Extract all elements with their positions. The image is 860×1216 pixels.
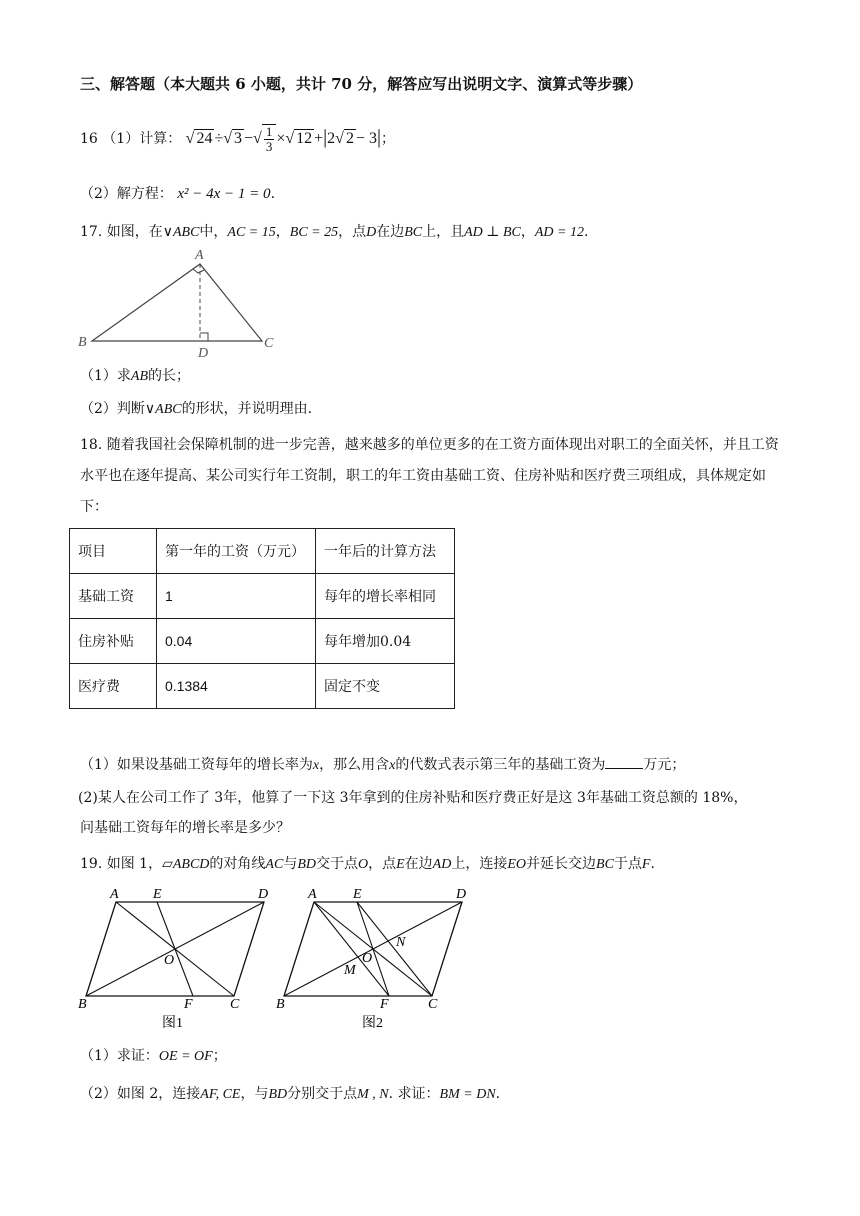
sqrt24: 24 (196, 130, 213, 147)
q19-e: ，点 (368, 856, 397, 872)
sqrt3: 3 (234, 130, 242, 147)
side-bc: BC (404, 225, 423, 240)
table-cell: 住房补贴 (70, 619, 157, 664)
q19-f: 在边 (404, 856, 433, 872)
perpendicular: AD ⊥ BC (464, 225, 521, 240)
end: . (650, 856, 655, 872)
abs-sqrt2: 2 (345, 130, 354, 147)
q17-intro (80, 222, 588, 243)
q17-triangle-figure (74, 246, 284, 360)
points-mn: M , N (357, 1087, 389, 1102)
q17-part2-a: （2）判断∨ (80, 401, 156, 417)
q19-h: 并延长交边 (526, 856, 597, 872)
q16-end: ； (381, 131, 395, 147)
q16-number: 16 (80, 131, 98, 147)
sep: ， (275, 224, 290, 240)
times-sign: × (276, 130, 286, 147)
q17-text-c: ，点 (338, 224, 367, 240)
af-ce: AF, CE (200, 1087, 241, 1102)
label-b: B (276, 997, 285, 1012)
label-b: B (78, 997, 87, 1012)
q17-part1-b: 的长； (148, 368, 191, 384)
point-d: D (366, 225, 377, 240)
q17-part1 (80, 366, 190, 387)
q18-part1-d: 万元； (643, 757, 686, 773)
q18-part2-line2: 问基础工资每年的增长率是多少？ (80, 820, 290, 836)
q19-i: 于点 (613, 856, 642, 872)
segment-ef (157, 902, 193, 996)
q19-figure-1 (74, 882, 274, 1032)
oe-eq-of: OE = OF (158, 1049, 213, 1064)
table-row (70, 664, 455, 709)
ad: AD (432, 857, 452, 872)
q17-part2-b: 的形状，并说明理由. (181, 401, 313, 417)
label-n: N (396, 935, 406, 950)
q19-figure-2 (276, 882, 476, 1032)
bc: BC (596, 857, 614, 872)
label-a: A (308, 887, 317, 902)
label-m: M (344, 963, 356, 978)
ad-value: AD = 12 (534, 225, 584, 240)
minus-sign: − (244, 130, 254, 147)
label-o: O (362, 951, 373, 966)
label-e: E (153, 887, 162, 902)
point-e: E (396, 857, 405, 872)
table-cell: 每年的增长率相同 (316, 574, 455, 619)
q18-part1-a: （1）如果设基础工资每年的增长率为 (80, 757, 313, 773)
fraction-denominator: 3 (265, 139, 273, 155)
table-header-cell: 第一年的工资（万元） (157, 529, 316, 574)
bd: BD (297, 857, 316, 872)
answer-blank (605, 754, 643, 769)
abs-minus3: − 3 (355, 130, 377, 147)
q18-part2-line1: (2)某人在公司工作了 3年，他算了一下这 3年拿到的住房补贴和医疗费正好是这 3年基础工资总额的 18%， (78, 790, 748, 806)
fig1-caption: 图1 (162, 1016, 183, 1031)
label-e: E (353, 887, 362, 902)
q19-a: 19. 如图 1， (80, 856, 163, 872)
q17-text-a: 17. 如图，在∨ (80, 224, 173, 240)
point-f: F (641, 857, 651, 872)
abs-coef: 2 (327, 130, 336, 147)
q18-paragraph: 18. 随着我国社会保障机制的进一步完善，越来越多的单位更多的在工资方面体现出对职工的全面关怀，并且工资水平也在逐年提高、某公司实行年工资制，职工的年工资由基础工资、住房补贴和医疗费三项组成，具体规定如下： (80, 437, 779, 515)
q19-b: 的对角线 (209, 856, 266, 872)
q19-g: 上，连接 (451, 856, 508, 872)
right-angle-d (200, 333, 208, 341)
label-d: D (258, 887, 269, 902)
q16-part1-label: （1）计算： (102, 131, 182, 147)
table-header-cell: 项目 (70, 529, 157, 574)
table-row (70, 619, 455, 664)
var-x: x (389, 758, 396, 773)
q19-part1-a: （1）求证： (80, 1048, 159, 1064)
ac: AC (265, 857, 284, 872)
label-a: A (110, 887, 119, 902)
label-d: D (456, 887, 467, 902)
label-o: O (164, 953, 175, 968)
label-b: B (78, 335, 87, 350)
side-ab: AB (130, 369, 149, 384)
fraction-numerator: 1 (265, 124, 273, 140)
q18-part1-b: ，那么用含 (319, 757, 390, 773)
right-angle-a (193, 269, 204, 273)
q19-part2-a: （2）如图 2，连接 (80, 1086, 201, 1102)
table-cell: 固定不变 (316, 664, 455, 709)
parallelogram-symbol: ▱ (162, 856, 173, 872)
segment-af (314, 902, 389, 996)
q16-part2-label: （2）解方程： (80, 186, 173, 202)
label-d: D (198, 346, 209, 360)
segment-ce (357, 902, 432, 996)
triangle-abc-2: ABC (155, 402, 182, 417)
var-x: x (312, 758, 320, 773)
q16-part2-end: . (270, 186, 276, 202)
abcd: ABCD (172, 857, 210, 872)
end: . (583, 224, 589, 240)
table-cell: 医疗费 (70, 664, 157, 709)
sep: ， (520, 224, 535, 240)
bd: BD (268, 1087, 288, 1102)
q19-part2-d: . 求证： (388, 1086, 440, 1102)
label-f: F (380, 997, 389, 1012)
q16-expression: √ 24 ÷√ 3 −√ $\frac{1}{3}$ ×√ 12 +|2√ 2 − 3| (185, 124, 381, 155)
label-c: C (230, 997, 240, 1012)
q19-part1 (80, 1046, 227, 1067)
q16-equation: x² − 4x − 1 = 0 (177, 186, 271, 202)
table-cell: 1 (157, 574, 316, 619)
table-row (70, 574, 455, 619)
label-f: F (184, 997, 193, 1012)
q17-text-d: 在边 (376, 224, 405, 240)
sqrt12: 12 (296, 130, 313, 147)
label-c: C (428, 997, 438, 1012)
q19-part1-b: ； (212, 1048, 227, 1064)
q17-part1-a: （1）求 (80, 368, 131, 384)
q18-part1 (80, 754, 685, 776)
table-cell: 每年增加0.04 (316, 619, 455, 664)
q19-part2 (80, 1084, 500, 1105)
q16-part1 (80, 124, 395, 154)
div-sign: ÷ (214, 130, 224, 147)
q19-part2-b: ，与 (240, 1086, 269, 1102)
ac-value: AC = 15 (227, 225, 276, 240)
q19-c: 与 (283, 856, 298, 872)
bc-value: BC = 25 (289, 225, 339, 240)
fraction (262, 124, 277, 154)
table-cell: 0.1384 (157, 664, 316, 709)
table-cell: 基础工资 (70, 574, 157, 619)
triangle (92, 264, 262, 341)
eo: EO (507, 857, 527, 872)
q17-text-b: 中， (199, 224, 228, 240)
table-cell: 0.04 (157, 619, 316, 664)
q19-part2-c: 分别交于点 (287, 1086, 358, 1102)
q18-part1-c: 的代数式表示第三年的基础工资为 (395, 757, 606, 773)
end: . (495, 1086, 501, 1102)
table-header-row (70, 529, 455, 574)
salary-table (69, 528, 455, 709)
section-heading: 三、解答题（本大题共 6 小题，共计 70 分，解答应写出说明文字、演算式等步骤） (80, 75, 643, 93)
segment-ef (357, 902, 389, 996)
q19-intro (80, 854, 655, 875)
q16-part2 (80, 184, 275, 204)
triangle-abc: ABC (172, 225, 200, 240)
fig2-caption: 图2 (362, 1016, 383, 1031)
label-c: C (264, 336, 274, 351)
q17-text-e: 上，且 (422, 224, 465, 240)
label-a: A (195, 248, 204, 263)
q17-part2 (80, 399, 312, 420)
point-o: O (357, 857, 369, 872)
plus-sign: + (314, 130, 324, 147)
bm-eq-dn: BM = DN (439, 1087, 496, 1102)
q19-d: 交于点 (315, 856, 358, 872)
table-header-cell: 一年后的计算方法 (316, 529, 455, 574)
